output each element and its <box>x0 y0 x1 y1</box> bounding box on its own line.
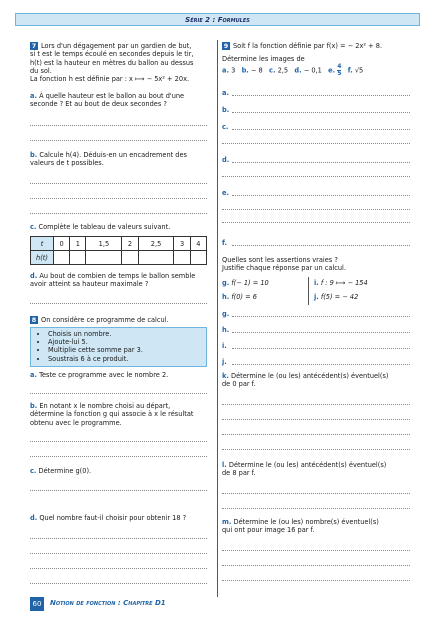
ex9-question-l <box>222 461 412 478</box>
ex8-question-c <box>30 467 210 475</box>
ex7-b-line: Calcule h(4). Déduis-en un encadrement des <box>39 151 187 159</box>
assertions-intro <box>222 256 412 273</box>
ex7-b-label: b. <box>30 151 38 159</box>
ex8-d-text: Quel nombre faut-il choisir pour obtenir 18 ? <box>39 514 187 522</box>
program-step: • Soustrais 6 à ce produit. <box>48 355 206 363</box>
assertions-intro-line: Justifie chaque réponse par un calcul. <box>222 264 346 273</box>
program-step: • Multiplie cette somme par 3. <box>48 346 206 354</box>
answer-line[interactable] <box>222 508 410 509</box>
assertion-label: j. <box>314 293 319 302</box>
answer-label-h: h. <box>222 326 230 334</box>
answer-line[interactable] <box>222 404 410 405</box>
ex8-intro-text: On considère ce programme de calcul. <box>41 316 169 324</box>
table-header-t: t <box>31 237 54 251</box>
ex8-question-a <box>30 371 210 379</box>
ex8-a-label: a. <box>30 371 37 379</box>
exercise-8-intro <box>30 316 210 324</box>
ex8-a-text: Teste ce programme avec le nombre 2. <box>39 371 169 379</box>
assertion-label: i. <box>314 279 319 287</box>
ex9-l-line: de 8 par f. <box>222 469 256 478</box>
table-cell: 1,5 <box>86 237 122 251</box>
answer-line[interactable] <box>30 583 207 584</box>
answer-line[interactable] <box>222 449 410 450</box>
ex9-l-line: Détermine le (ou les) antécédent(s) éventuel(s) <box>228 461 387 469</box>
answer-line[interactable] <box>222 209 410 210</box>
answer-line[interactable] <box>30 456 207 457</box>
answer-label-d: d. <box>222 156 230 164</box>
answer-line[interactable] <box>30 568 207 569</box>
answer-line[interactable] <box>30 553 207 554</box>
assertions-right-group <box>308 277 408 305</box>
table-input-cell[interactable] <box>138 251 174 265</box>
answer-line[interactable] <box>222 493 410 494</box>
series-header <box>15 13 420 26</box>
table-input-cell[interactable] <box>54 251 70 265</box>
fraction-denominator: 5 <box>337 70 342 77</box>
program-step: • Choisis un nombre. <box>48 330 206 338</box>
ex8-question-d <box>30 514 210 522</box>
answer-line[interactable] <box>30 183 207 184</box>
answer-line[interactable] <box>222 565 410 566</box>
answer-line[interactable] <box>30 140 207 141</box>
image-value: 2,5 <box>277 66 289 75</box>
exercise-8-number: 8 <box>31 316 37 324</box>
answer-line[interactable] <box>30 125 207 126</box>
ex9-m-line: Détermine le (ou les) nombre(s) éventuel(s) <box>233 518 379 526</box>
answer-line[interactable] <box>30 441 207 442</box>
answer-label-c: c. <box>222 123 229 131</box>
answer-line[interactable] <box>232 195 410 196</box>
exercise-7-number: 7 <box>31 42 37 50</box>
ex7-question-b <box>30 151 210 168</box>
answer-label-e: e. <box>222 189 229 197</box>
assertion-text: f(− 1) = 10 <box>231 279 269 287</box>
ex7-a-line: À quelle hauteur est le ballon au bout d'une <box>39 92 185 100</box>
answer-line[interactable] <box>222 580 410 581</box>
ex9-m-label: m. <box>222 518 232 526</box>
ex9-l-label: l. <box>222 461 227 469</box>
series-title: Série 2 : Formules <box>185 16 250 24</box>
answer-label-b: b. <box>222 106 230 114</box>
image-label: e. <box>328 66 336 75</box>
ex7-intro-line: h(t) est la hauteur en mètres du ballon au dessus <box>30 58 194 67</box>
chapter-title <box>50 599 166 607</box>
answer-line[interactable] <box>222 143 410 144</box>
answer-line[interactable] <box>30 393 207 394</box>
table-cell: 0 <box>54 237 70 251</box>
table-cell: 1 <box>70 237 86 251</box>
answer-label-i: i. <box>222 342 227 350</box>
answer-line[interactable] <box>222 222 410 223</box>
answer-line[interactable] <box>30 490 207 491</box>
image-value: − 8 <box>250 66 263 75</box>
table-cell: 4 <box>190 237 206 251</box>
ex7-intro-line: Lors d'un dégagement par un gardien de but, <box>41 42 192 50</box>
answer-line[interactable] <box>232 332 410 333</box>
ex8-question-b <box>30 402 210 427</box>
answer-label-a: a. <box>222 89 229 97</box>
exercise-7-intro <box>30 42 210 83</box>
answer-line[interactable] <box>232 364 410 365</box>
ex7-d-line: Au bout de combien de temps le ballon semble <box>39 272 196 280</box>
answer-label-j: j. <box>222 358 227 366</box>
ex9-question-m <box>222 518 412 535</box>
table-row <box>31 237 207 251</box>
table-input-cell[interactable] <box>122 251 138 265</box>
assertions-intro-line: Quelles sont les assertions vraies ? <box>222 256 338 264</box>
ex9-k-line: de 0 par f. <box>222 380 256 389</box>
ex8-d-label: d. <box>30 514 38 522</box>
answer-line[interactable] <box>222 550 410 551</box>
answer-line[interactable] <box>232 129 410 130</box>
image-value: √5 <box>354 66 364 75</box>
ex7-a-line: seconde ? Et au bout de deux secondes ? <box>30 100 167 109</box>
answer-line[interactable] <box>30 213 207 214</box>
assertion-h <box>222 293 312 301</box>
ex9-images-list <box>222 64 412 77</box>
image-label: f. <box>347 66 353 75</box>
ex9-k-line: Détermine le (ou les) antécédent(s) éventuel(s) <box>231 372 389 380</box>
ex9-k-label: k. <box>222 372 229 380</box>
answer-line[interactable] <box>232 348 410 349</box>
table-row <box>31 251 207 265</box>
ex7-c-label: c. <box>30 223 37 231</box>
ex7-a-label: a. <box>30 92 37 100</box>
ex8-c-label: c. <box>30 467 37 475</box>
answer-line[interactable] <box>232 316 410 317</box>
ex7-d-line: avoir atteint sa hauteur maximale ? <box>30 280 149 289</box>
ex9-question-k <box>222 372 412 389</box>
answer-line[interactable] <box>30 303 207 304</box>
ex9-intro-text: Soit f la fonction définie par f(x) = − 2x² + 8. <box>233 42 383 50</box>
ex7-question-d <box>30 272 210 289</box>
ex7-b-line: valeurs de t possibles. <box>30 159 104 168</box>
assertion-label: h. <box>222 293 230 301</box>
ex7-intro-line: du sol. <box>30 66 52 75</box>
ex8-c-text: Détermine g(0). <box>38 467 92 475</box>
table-header-ht: h(t) <box>31 251 54 265</box>
fraction-four-fifths <box>337 64 341 77</box>
ex7-intro-line: La fonction h est définie par : x ⟼ − 5x² + 20x. <box>30 75 190 84</box>
image-value: − 0,1 <box>303 66 322 75</box>
answer-line[interactable] <box>222 419 410 420</box>
assertion-label: g. <box>222 279 230 287</box>
ex8-b-label: b. <box>30 402 38 410</box>
image-label: c. <box>269 66 276 75</box>
ex7-question-c <box>30 223 210 231</box>
assertion-text: f(0) = 6 <box>231 293 257 301</box>
answer-line[interactable] <box>222 434 410 435</box>
answer-line[interactable] <box>232 245 410 246</box>
ex7-d-label: d. <box>30 272 38 280</box>
answer-line[interactable] <box>232 112 410 113</box>
table-input-cell[interactable] <box>190 251 206 265</box>
ex9-images-intro: Détermine les images de <box>222 55 305 63</box>
ex8-b-line: détermine la fonction g qui associe à x le résultat <box>30 410 194 419</box>
ex7-question-a <box>30 92 210 109</box>
answer-line[interactable] <box>222 176 410 177</box>
ex9-m-line: qui ont pour image 16 par f. <box>222 526 315 535</box>
assertion-text: f : 9 ⟼ − 154 <box>320 279 368 287</box>
answer-line[interactable] <box>30 198 207 199</box>
exercise-9-intro <box>222 42 412 50</box>
table-cell: 2,5 <box>138 237 174 251</box>
table-input-cell[interactable] <box>86 251 122 265</box>
table-cell: 2 <box>122 237 138 251</box>
page-number: 60 <box>30 597 44 611</box>
image-label: d. <box>294 66 302 75</box>
value-table <box>30 236 207 265</box>
fraction-numerator: 4 <box>337 63 342 70</box>
program-step: • Ajoute-lui 5. <box>48 338 206 346</box>
assertion-text: f(5) = − 42 <box>320 293 359 302</box>
answer-line[interactable] <box>232 162 410 163</box>
table-cell: 3 <box>174 237 190 251</box>
answer-label-g: g. <box>222 310 230 318</box>
image-value: 3 <box>231 66 236 75</box>
ex7-c-text: Complète le tableau de valeurs suivant. <box>38 223 171 231</box>
answer-line[interactable] <box>232 95 410 96</box>
table-input-cell[interactable] <box>70 251 86 265</box>
image-label: a. <box>222 66 229 75</box>
assertion-g <box>222 279 312 287</box>
answer-label-f: f. <box>222 239 228 247</box>
calculation-program-box <box>30 327 207 367</box>
table-input-cell[interactable] <box>174 251 190 265</box>
answer-line[interactable] <box>30 538 207 539</box>
exercise-9-number: 9 <box>223 42 229 50</box>
column-divider <box>217 40 218 597</box>
image-label: b. <box>241 66 249 75</box>
ex8-b-line: En notant x le nombre choisi au départ, <box>39 402 171 410</box>
chapter-title-text: Notion de fonction : Chapitre D1 <box>50 599 166 607</box>
ex8-b-line: obtenu avec le programme. <box>30 418 122 427</box>
ex7-intro-line: si t est le temps écoulé en secondes depuis le tir, <box>30 50 194 59</box>
